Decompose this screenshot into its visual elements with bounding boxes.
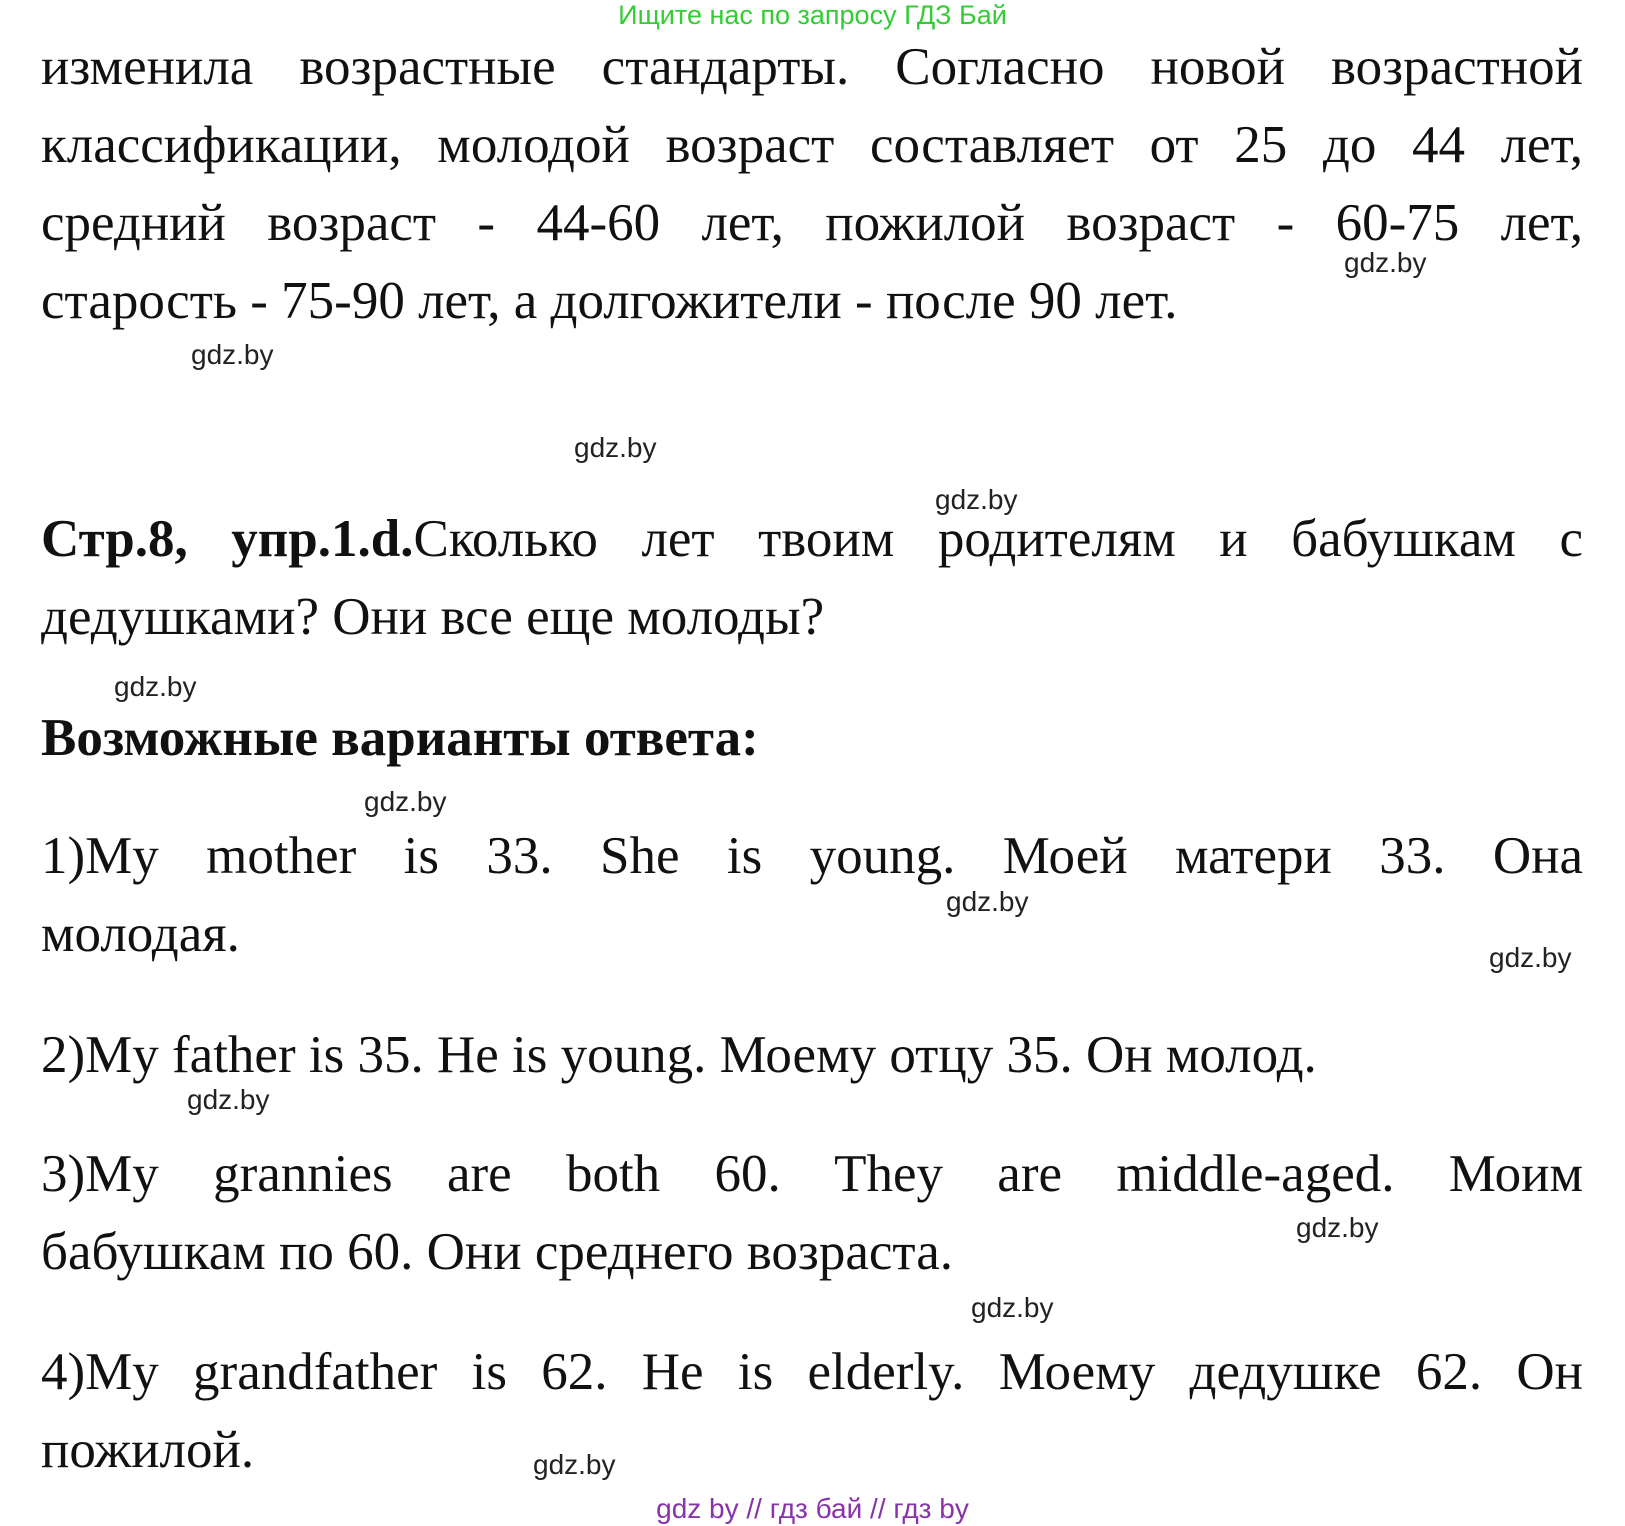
intro-line-3: средний возраст - 44-60 лет, пожилой возраст - 60-75 лет, (41, 194, 1583, 252)
watermark: gdz.by (191, 339, 274, 370)
exercise-line-2: дедушками? Они все еще молоды? (41, 588, 825, 646)
answer-1 (41, 817, 1583, 973)
watermark: gdz.by (364, 786, 447, 817)
answer-1-line-2: молодая. (41, 905, 240, 963)
watermark: gdz.by (935, 484, 1018, 515)
footer-links: gdz by // гдз бай // гдз by (656, 1493, 969, 1524)
exercise-question: Сколько лет твоим родителям и бабушкам с (413, 510, 1583, 568)
watermark: gdz.by (971, 1292, 1054, 1323)
intro-line-2: классификации, молодой возраст составляет от 25 до 44 лет, (41, 116, 1583, 174)
watermark: gdz.by (187, 1084, 270, 1115)
top-banner: Ищите нас по запросу ГДЗ Бай (618, 0, 1007, 30)
watermark: gdz.by (1296, 1212, 1379, 1243)
answer-1-line-1: 1)My mother is 33. She is young. Моей матери 33. Она (41, 827, 1583, 885)
exercise-paragraph (41, 500, 1583, 656)
answer-4 (41, 1333, 1583, 1489)
answer-2 (41, 1016, 1583, 1094)
answer-2-line-1: 2)My father is 35. He is young. Моему отцу 35. Он молод. (41, 1026, 1317, 1084)
answer-3-line-2: бабушкам по 60. Они среднего возраста. (41, 1223, 953, 1281)
watermark: gdz.by (946, 886, 1029, 917)
answers-heading: Возможные варианты ответа: (41, 709, 759, 767)
watermark: gdz.by (574, 432, 657, 463)
answer-4-line-2: пожилой. (41, 1421, 255, 1479)
watermark: gdz.by (1489, 942, 1572, 973)
watermark: gdz.by (533, 1449, 616, 1480)
watermark: gdz.by (1344, 247, 1427, 278)
intro-line-1: изменила возрастные стандарты. Согласно новой возрастной (41, 38, 1583, 96)
exercise-line-1 (41, 500, 1583, 578)
watermark: gdz.by (114, 671, 197, 702)
intro-line-4: старость - 75-90 лет, а долгожители - после 90 лет. (41, 272, 1178, 330)
exercise-label: Стр.8, упр.1.d. (41, 510, 414, 568)
answer-4-line-1: 4)My grandfather is 62. He is elderly. Моему дедушке 62. Он (41, 1343, 1583, 1401)
intro-paragraph (41, 28, 1583, 340)
answer-3-line-1: 3)My grannies are both 60. They are middle-aged. Моим (41, 1145, 1583, 1203)
